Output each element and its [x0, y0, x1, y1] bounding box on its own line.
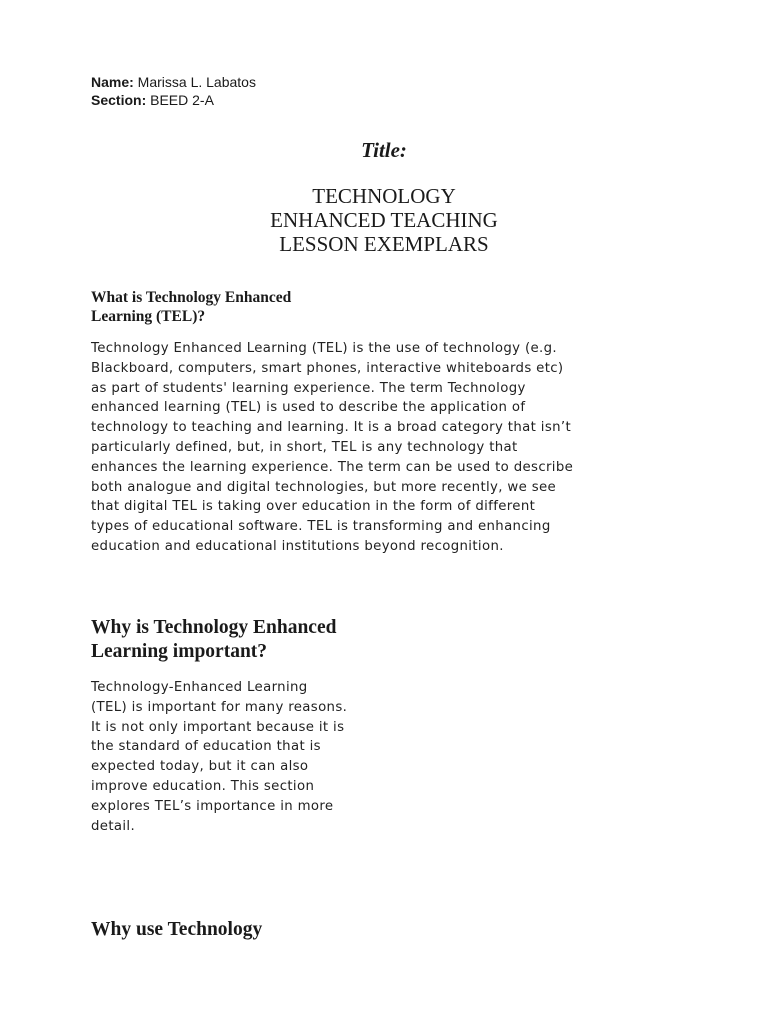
paragraph-line: enhances the learning experience. The term can be used to describe — [91, 459, 574, 475]
paragraph-line: detail. — [91, 818, 136, 834]
section-value: BEED 2-A — [146, 92, 214, 108]
paragraph-line: Technology-Enhanced Learning — [91, 680, 308, 695]
title-line: LESSON EXEMPLARS — [279, 232, 489, 256]
document-title — [0, 184, 768, 256]
name-row — [91, 73, 256, 91]
section2-paragraph — [91, 678, 411, 836]
name-label: Name: — [91, 74, 134, 90]
title-line: ENHANCED TEACHING — [270, 208, 498, 232]
section2-heading — [91, 616, 336, 664]
section1-heading — [91, 288, 291, 326]
paragraph-line: education and educational institutions beyond recognition. — [91, 538, 504, 554]
section-label: Section: — [91, 92, 147, 108]
section1-paragraph — [91, 339, 651, 557]
paragraph-line: Blackboard, computers, smart phones, interactive whiteboards etc) — [91, 360, 564, 376]
name-value: Marissa L. Labatos — [133, 74, 256, 90]
title-label: Title: — [361, 138, 407, 162]
paragraph-line: It is not only important because it is — [91, 719, 345, 735]
heading-line: Learning important? — [91, 641, 268, 662]
paragraph-line: explores TEL’s importance in more — [91, 798, 334, 814]
student-info — [91, 73, 256, 109]
paragraph-line: that digital TEL is taking over education in the form of different — [91, 499, 536, 515]
section-row — [91, 91, 256, 109]
section3-heading: Why use Technology — [91, 919, 263, 940]
paragraph-line: expected today, but it can also — [91, 759, 309, 775]
paragraph-line: the standard of education that is — [91, 739, 321, 755]
heading-line: What is Technology Enhanced — [91, 289, 292, 306]
paragraph-line: improve education. This section — [91, 778, 315, 794]
paragraph-line: as part of students' learning experience. The term Technology — [91, 380, 526, 396]
paragraph-line: Technology Enhanced Learning (TEL) is the use of technology (e.g. — [91, 341, 557, 356]
paragraph-line: particularly defined, but, in short, TEL is any technology that — [91, 439, 518, 455]
heading-line: Learning (TEL)? — [91, 308, 206, 325]
paragraph-line: both analogue and digital technologies, but more recently, we see — [91, 479, 557, 495]
title-line: TECHNOLOGY — [312, 184, 456, 208]
heading-line: Why is Technology Enhanced — [91, 617, 337, 638]
paragraph-line: enhanced learning (TEL) is used to describe the application of — [91, 400, 526, 416]
paragraph-line: (TEL) is important for many reasons. — [91, 699, 348, 715]
paragraph-line: technology to teaching and learning. It is a broad category that isn’t — [91, 420, 572, 436]
paragraph-line: types of educational software. TEL is transforming and enhancing — [91, 519, 551, 535]
